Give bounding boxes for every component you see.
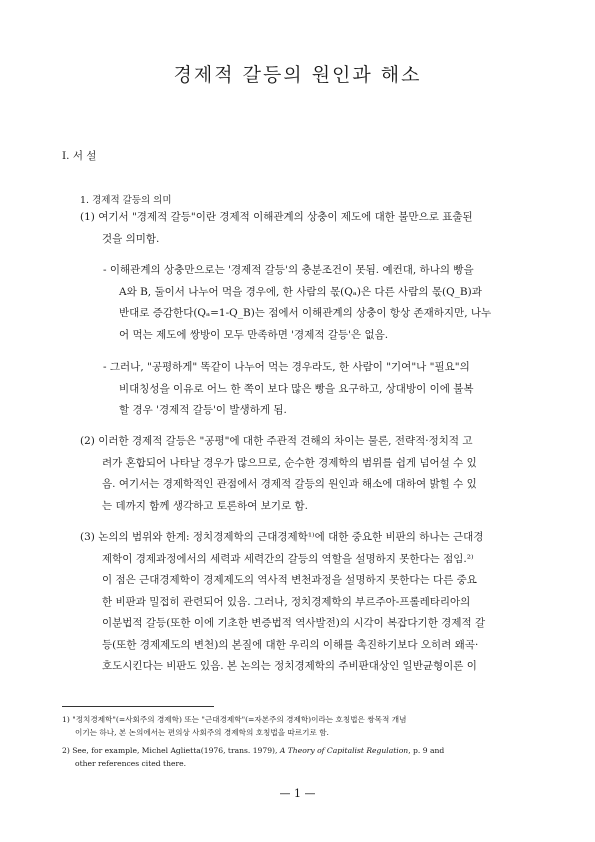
- text-line: 려가 혼합되어 나타날 경우가 많으므로, 순수한 경제학의 범위를 쉽게 넘어설 수 있: [102, 456, 477, 469]
- text-line: 등(또한 경제제도의 변천)의 본질에 대한 우리의 이해를 촉진하기보다 오히려 왜곡·: [102, 638, 479, 651]
- paragraph-3: [80, 527, 530, 678]
- footnote-2: [62, 745, 532, 770]
- footnote-2-book-title: A Theory of Capitalist Regulation: [279, 746, 409, 755]
- text-line: 이분법적 갈등(또한 이에 기초한 변증법적 역사발전)의 시각이 복잡다기한 경제적 갈: [102, 617, 486, 629]
- footnote-line: 이기는 하나, 본 논의에서는 편의상 사회주의 경제학의 호칭법을 따르기로 함.: [75, 727, 329, 737]
- footnote-2-prefix: 2) See, for example, Michel Aglietta(1976, trans. 1979),: [62, 746, 280, 755]
- text-line: (2) 이러한 경제적 갈등은 "공평"에 대한 주관적 견해의 차이는 물론, 전략적·정치적 고: [80, 435, 473, 447]
- text-line: 제학이 경제과정에서의 세력과 세력간의 갈등의 역할을 설명하지 못한다는 점임.²⁾: [102, 552, 474, 565]
- footnote-line: [62, 745, 532, 758]
- footnote-line: 1) "정치경제학"(=사회주의 경제학) 또는 "근대경제학"(=자본주의 경제학)이라는 호칭법은 쌍목적 개념: [62, 715, 407, 724]
- text-line: 어 먹는 제도에 쌍방이 모두 만족하면 '경제적 갈등'은 없음.: [119, 328, 389, 341]
- section-heading: I. 서 설: [62, 150, 97, 162]
- text-line: - 그러나, "공평하게" 똑같이 나누어 먹는 경우라도, 한 사람이 "기여"나 "필요"의: [103, 361, 470, 373]
- text-line: A와 B, 둘이서 나누어 먹을 경우에, 한 사람의 몫(Qₐ)은 다른 사람의 몫(Q_B)과: [119, 285, 482, 298]
- subsection-heading: 1. 경제적 갈등의 의미: [80, 195, 172, 206]
- text-line: (1) 여기서 "경제적 갈등"이란 경제적 이해관계의 상충이 제도에 대한 불만으로 표출된: [80, 211, 473, 223]
- bullet-2: [103, 357, 533, 422]
- page-number: — 1 —: [279, 787, 316, 800]
- footnote-line: other references cited there.: [75, 758, 187, 768]
- paragraph-1: [80, 207, 530, 250]
- paragraph-2: [80, 431, 530, 517]
- text-line: - 이해관계의 상충만으로는 '경제적 갈등'의 충분조건이 못됨. 예컨대, 하나의 빵을: [103, 264, 474, 276]
- text-line: 비대칭성을 이유로 어느 한 쪽이 보다 많은 빵을 요구하고, 상대방이 이에 불복: [119, 382, 474, 395]
- footnote-1: [62, 714, 532, 739]
- text-line: (3) 논의의 범위와 한계: 정치경제학의 근대경제학¹⁾에 대한 중요한 비판의 하나는 근대경: [80, 531, 484, 543]
- text-line: 이 점은 근대경제학이 경제제도의 역사적 변천과정을 설명하지 못한다는 다른 중요: [102, 574, 477, 586]
- text-line: 한 비판과 밀접히 관련되어 있음. 그러나, 정치경제학의 부르주아-프롤레타리아의: [102, 595, 471, 608]
- text-line: 호도시킨다는 비판도 있음. 본 논의는 정치경제학의 주비판대상인 일반균형이론 이: [102, 660, 477, 672]
- footnote-2-suffix: , p. 9 and: [408, 746, 445, 755]
- text-line: 것을 의미함.: [102, 232, 160, 245]
- footnote-divider: [62, 706, 214, 707]
- text-line: 반대로 증감한다(Qₐ=1-Q_B)는 점에서 이해관계의 상충이 항상 존재하지만, 나누: [119, 307, 492, 319]
- text-line: 음. 여기서는 경제학적인 관점에서 경제적 갈등의 원인과 해소에 대하여 밝힐 수 있: [102, 478, 477, 490]
- text-line: 할 경우 '경제적 갈등'이 발생하게 됨.: [119, 404, 287, 416]
- bullet-1: [103, 260, 533, 346]
- text-line: 는 데까지 함께 생각하고 토론하여 보기로 함.: [102, 499, 308, 512]
- page-title: 경제적 갈등의 원인과 해소: [173, 64, 422, 86]
